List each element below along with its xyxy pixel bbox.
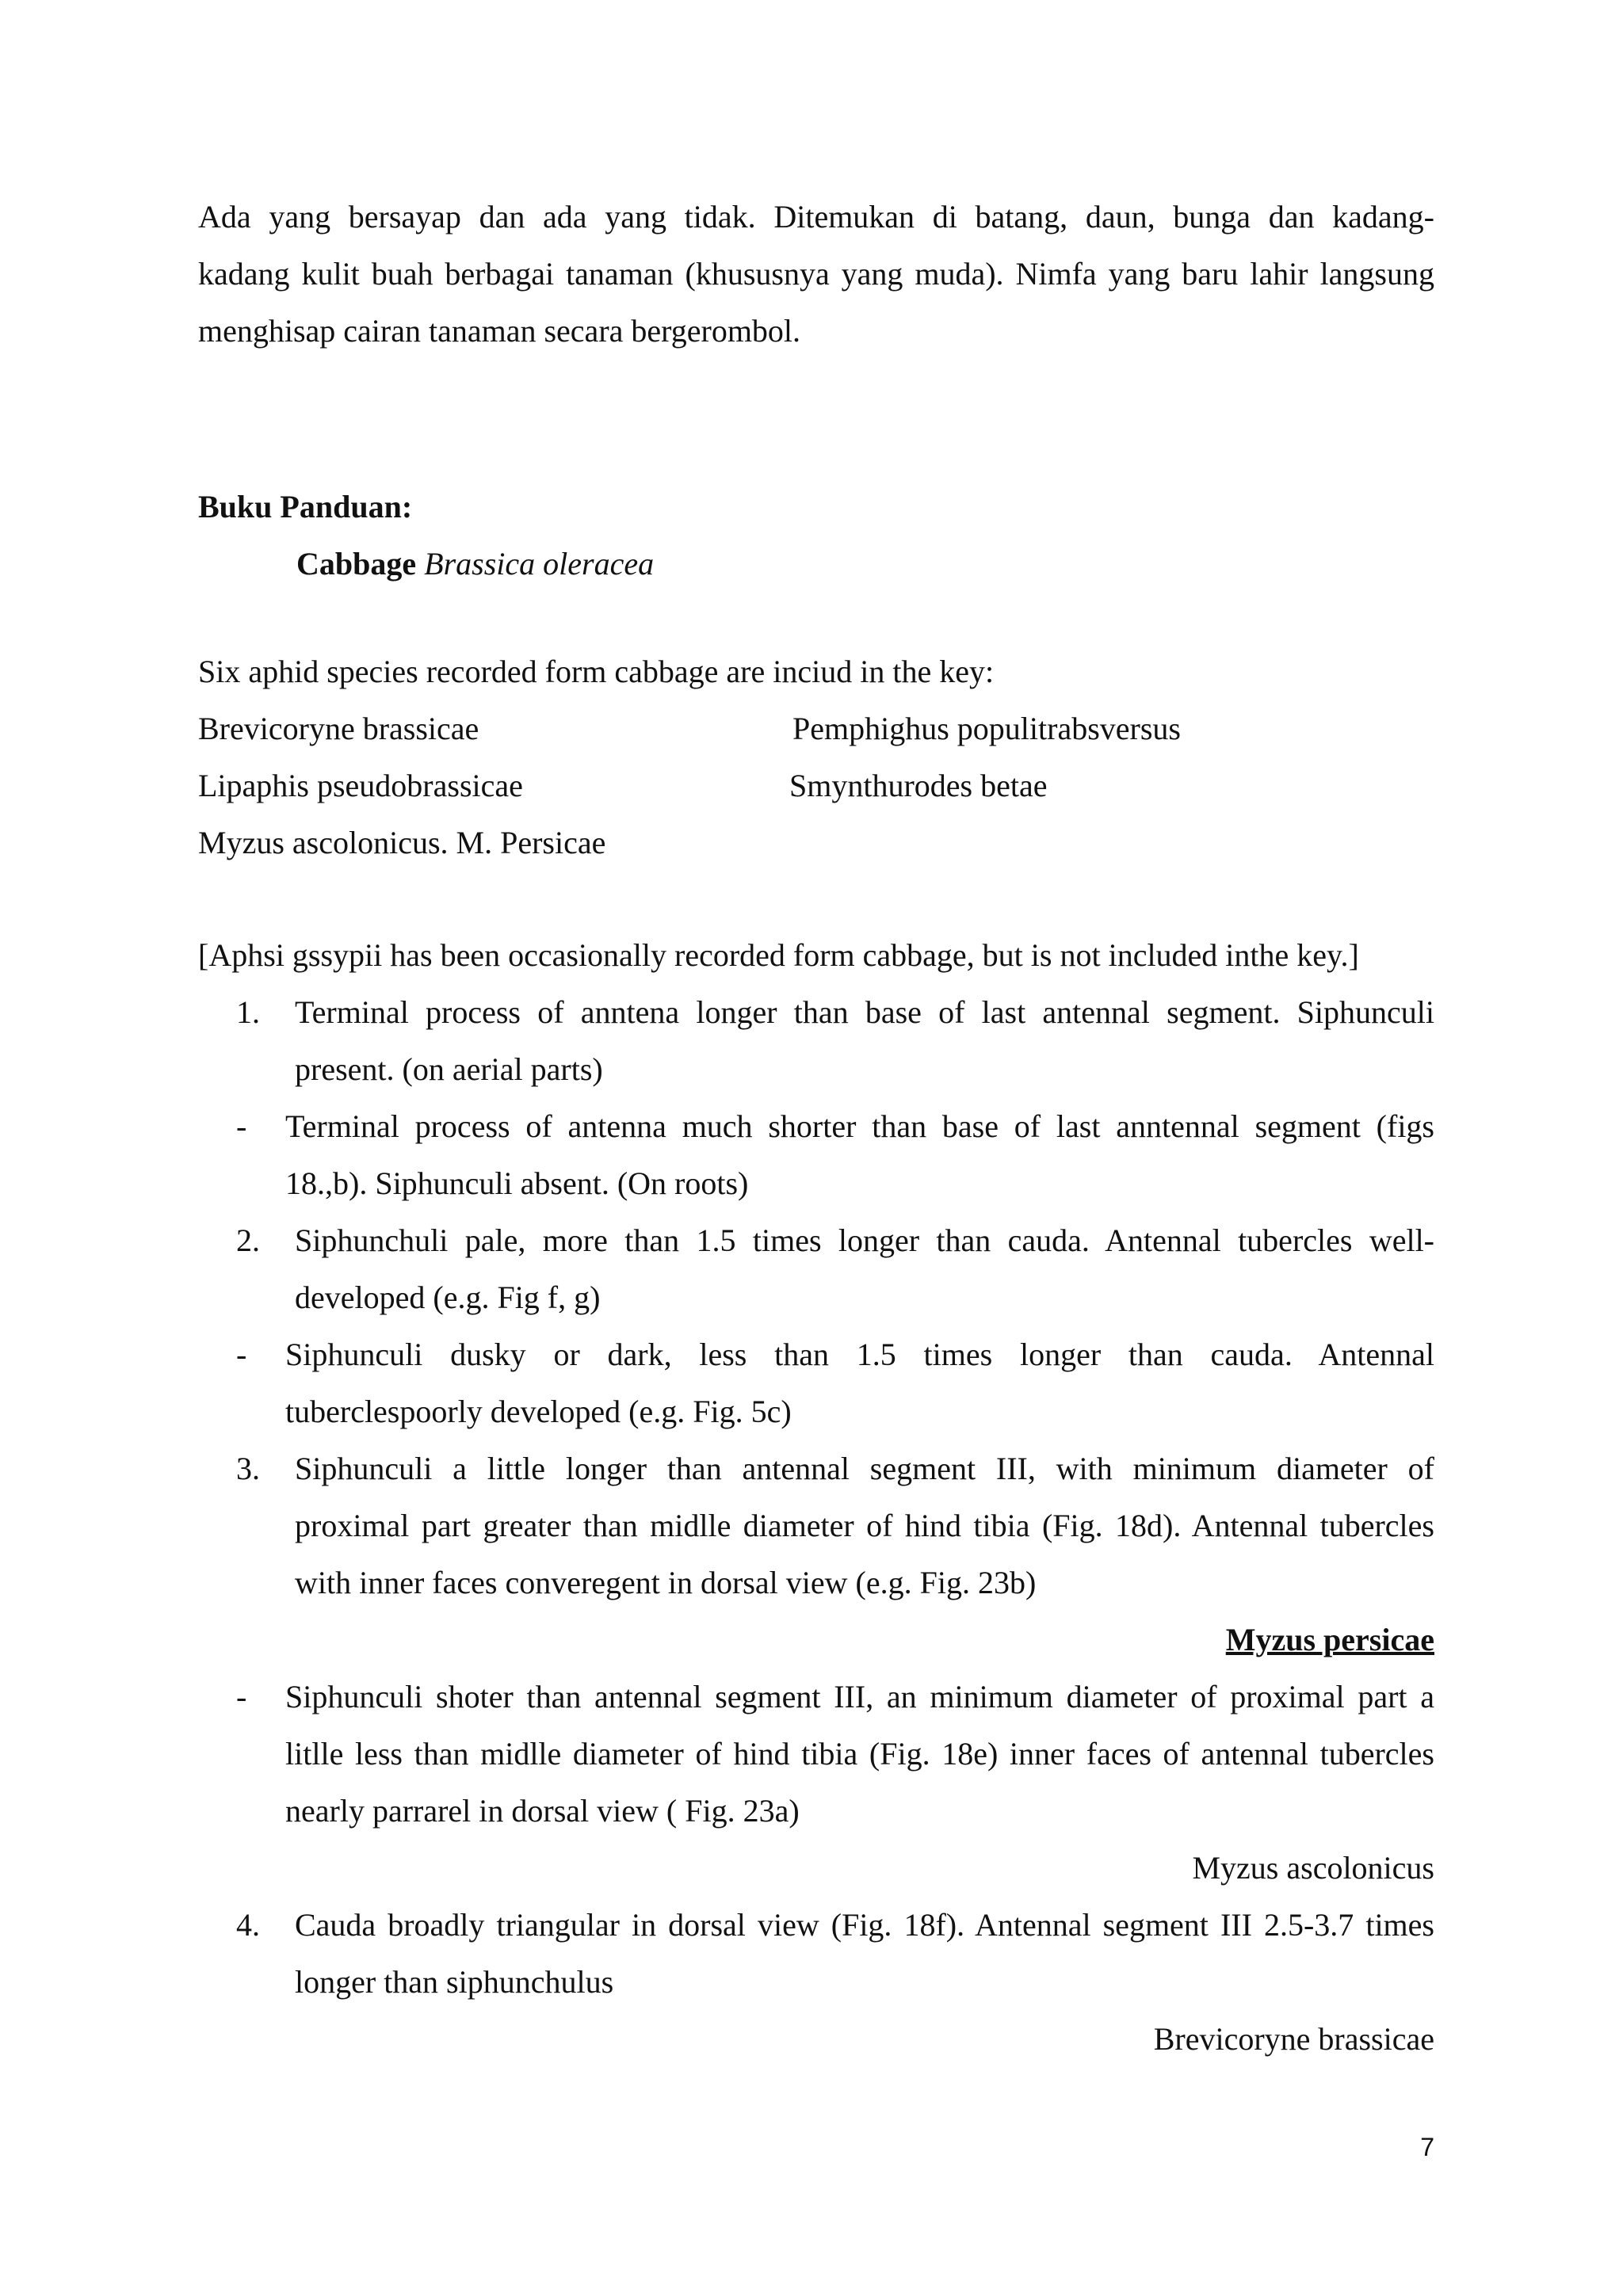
species-left: Lipaphis pseudobrassicae (198, 768, 523, 803)
key-item-marker: 1. (236, 994, 260, 1030)
key-item-text (295, 984, 1434, 1098)
key-item-line: Siphunculi dusky or dark, less than 1.5 times longer than cauda. Antennal (285, 1337, 1434, 1372)
key-item-marker: - (236, 1337, 247, 1372)
species-intro: Six aphid species recorded form cabbage are inciud in the key: (198, 654, 995, 689)
key-item-line: Siphunculi shoter than antennal segment III, an minimum diameter of proximal part a (285, 1679, 1434, 1714)
subheading-scientific-name: Brassica oleracea (424, 546, 655, 582)
key-item-text (285, 1669, 1434, 1840)
intro-line: Ada yang bersayap dan ada yang tidak. Ditemukan di batang, daun, bunga dan kadang- (198, 199, 1434, 235)
key-item-line: litlle less than midlle diameter of hind tibia (Fig. 18e) inner faces of antennal tubercles (285, 1736, 1434, 1772)
species-right: Smynthurodes betae (789, 768, 1048, 803)
key-result: Brevicoryne brassicae (1153, 2021, 1434, 2057)
key-item-line: Terminal process of anntena longer than base of last antennal segment. Siphunculi (295, 994, 1434, 1030)
key-item-text (295, 1212, 1434, 1326)
key-item-text (285, 1098, 1434, 1212)
key-item-line: 18.,b). Siphunculi absent. (On roots) (285, 1165, 749, 1201)
intro-paragraph (198, 189, 1434, 360)
key-item-line: tuberclespoorly developed (e.g. Fig. 5c) (285, 1394, 792, 1429)
note: [Aphsi gssypii has been occasionally recorded form cabbage, but is not included inthe key.] (198, 937, 1359, 973)
species-right: Pemphighus populitrabsversus (792, 711, 1181, 746)
subheading-common-name: Cabbage (296, 546, 417, 582)
key-item-line: proximal part greater than midlle diameter of hind tibia (Fig. 18d). Antennal tubercles (295, 1508, 1434, 1543)
species-left: Brevicoryne brassicae (198, 711, 479, 746)
key-item-marker: - (236, 1679, 247, 1714)
key-item-text (285, 1326, 1434, 1440)
key-item-text (295, 1440, 1434, 1611)
key-item-line: with inner faces converegent in dorsal view (e.g. Fig. 23b) (295, 1565, 1037, 1600)
key-item-line: nearly parrarel in dorsal view ( Fig. 23a) (285, 1793, 800, 1829)
key-item-marker: 4. (236, 1907, 260, 1943)
intro-line: kadang kulit buah berbagai tanaman (khususnya yang muda). Nimfa yang baru lahir langsung (198, 256, 1434, 292)
key-item-line: Terminal process of antenna much shorter than base of last anntennal segment (figs (285, 1108, 1434, 1144)
key-item-line: Siphunchuli pale, more than 1.5 times longer than cauda. Antennal tubercles well- (295, 1222, 1434, 1258)
key-item-line: Cauda broadly triangular in dorsal view (Fig. 18f). Antennal segment III 2.5-3.7 times (295, 1907, 1434, 1943)
key-item-marker: 2. (236, 1222, 260, 1258)
section-heading: Buku Panduan: (198, 489, 413, 524)
subheading (296, 536, 654, 593)
key-result: Myzus ascolonicus (1192, 1850, 1434, 1886)
intro-line: menghisap cairan tanaman secara bergerombol. (198, 313, 801, 349)
key-item-marker: 3. (236, 1451, 260, 1486)
page-number: 7 (1420, 2133, 1434, 2161)
key-item-line: present. (on aerial parts) (295, 1051, 603, 1087)
key-item-marker: - (236, 1108, 247, 1144)
key-item-line: longer than siphunchulus (295, 1964, 614, 2000)
key-result: Myzus persicae (1225, 1622, 1434, 1657)
species-left: Myzus ascolonicus. M. Persicae (198, 825, 606, 860)
key-item-text (295, 1897, 1434, 2011)
key-item-line: developed (e.g. Fig f, g) (295, 1280, 601, 1315)
key-item-line: Siphunculi a little longer than antennal segment III, with minimum diameter of (295, 1451, 1434, 1486)
